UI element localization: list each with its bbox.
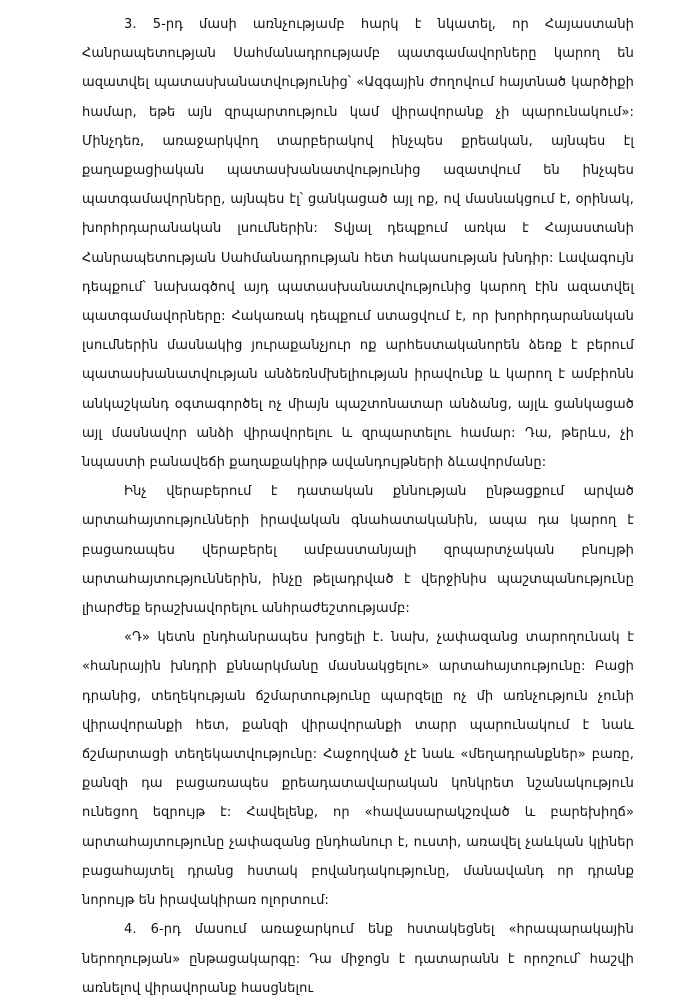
paragraph-point-3 <box>82 10 634 477</box>
paragraph-text: «Դ» կետն ընդհանրապես խոցելի է. նախ, չափազանց տարողունակ է «հանրային խնդրի քննարկմանը մասնակցելու» արտահայտությունը: Բացի դրանից, տեղեկության ճշմարտությունը պարզելը ոչ մի առնչություն չունի վիրավորանքի հետ, քանզի վիրավորանքի տարր պարունակում է նաև ճշմարտացի տեղեկատվությունը: Հաջողված չէ նաև «մեղադրանքներ» բառը, քանզի դա բացառապես քրեադատավարական կոնկրետ նշանակություն ունեցող եզրույթ է: Հավելենք, որ «հավասարակշռված և բարեխիղճ» արտահայտությունը չափազանց ընդհանուր է, ուստի, առավել չաևկան կլիներ բացահայտել դրանց հստակ բովանդակությունը, մանավանդ որ դրանք նորույթ են իրավակիրառ ոլորտում: <box>82 630 634 909</box>
paragraph-court-statements <box>82 477 634 623</box>
paragraph-text: 4. 6-րդ մասում առաջարկում ենք հստակեցնել «հրապարակային ներողության» ընթացակարգը: Դա միջոցն է դատարանն է որոշում՝ հաշվի առնելով վիրավորանք հասցնելու <box>82 922 634 996</box>
paragraph-point-d <box>82 623 634 915</box>
paragraph-text: Ինչ վերաբերում է դատական քննության ընթացքում արված արտահայտությունների իրավական գնահատականին, ապա դա կարող է բացառապես վերաբերել ամբաստանյալի զրպարտչական բնույթի արտահայտություններին, ինչը թելադրված է վերջինիս պաշտպանությունը լիարժեք երաշխավորելու անհրաժեշտությամբ: <box>82 484 634 617</box>
paragraph-text: 3. 5-րդ մասի առնչությամբ հարկ է նկատել, որ Հայաստանի Հանրապետության Սահմանադրությամբ պատգամավորները կարող են ազատվել պատասխանատվությունից՝ «Ազգային ժողովում հայտնած կարծիքի համար, եթե այն զրպարտություն կամ վիրավորանք չի պարունակում»: Մինչդեռ, առաջարկվող տարբերակով ինչպես քրեական, այնպես էլ քաղաքացիական պատասխանատվությունից ազատվում են ինչպես պատգամավորները, այնպես էլ՝ ցանկացած այլ ոք, ով մասնակցում է, օրինակ, խորհրդարանական լսումներին: Տվյալ դեպքում առկա է Հայաստանի Հանրապետության Սահմանադրության հետ հակասության խնդիր: Լավագույն դեպքում՝ նախագծով այդ պատասխանատվությունից կարող էին ազատվել պատգամավորները: Հակառակ դեպքում ստացվում է, որ խորհրդարանական լսումներին մասնակից յուրաքանչյուր ոք արհեստականորեն ձեռք է բերում պատասխանատվության անձեռնմխելիության իրավունք և կարող է ամբիոնն անկաշկանդ օգտագործել ոչ միայն պաշտոնատար անձանց, այլև ցանկացած այլ մասնավոր անձի վիրավորելու և զրպարտելու համար: Դա, թերևս, չի նպաստի բանավեճի քաղաքակիրթ ավանդույթների ձևավորմանը: <box>82 17 634 471</box>
paragraph-point-4 <box>82 915 634 1003</box>
